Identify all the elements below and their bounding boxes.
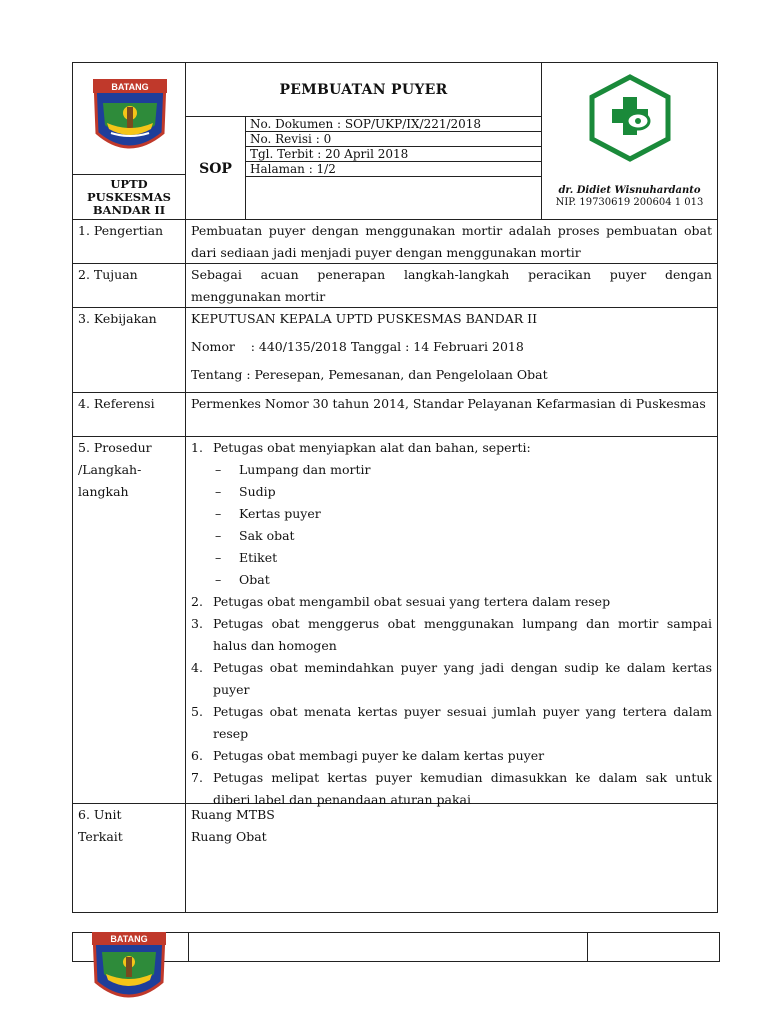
signature-cell xyxy=(541,175,717,220)
policy-line: Tentang : Peresepan, Pemesanan, dan Pengelolaan Obat xyxy=(191,367,548,382)
batang-crest-icon xyxy=(88,930,170,1008)
document-meta xyxy=(246,117,541,177)
divider xyxy=(188,933,189,961)
logo-text: BATANG xyxy=(111,82,149,92)
batang-crest-icon xyxy=(73,63,186,175)
organization-name xyxy=(73,175,186,220)
step-3: 3. Petugas obat menggerus obat menggunakan lumpang dan mortir sampai halus dan homogen xyxy=(191,616,712,653)
header-table xyxy=(72,62,718,220)
section-pengertian xyxy=(73,220,717,264)
list-item: – Sudip xyxy=(215,484,276,499)
org-line-2: PUSKESMAS xyxy=(86,190,171,204)
section-label: 1. Pengertian xyxy=(73,220,186,263)
list-item: – Sak obat xyxy=(215,528,295,543)
section-label xyxy=(73,804,186,912)
signer-nip: NIP. 19730619 200604 1 013 xyxy=(555,197,704,208)
meta-page: Halaman : 1/2 xyxy=(246,162,541,177)
section-label: 3. Kebijakan xyxy=(73,308,186,392)
section-content xyxy=(186,308,717,392)
step-2: 2. Petugas obat mengambil obat sesuai yang tertera dalam resep xyxy=(191,594,611,609)
logo-text: BATANG xyxy=(110,934,148,944)
step-5: 5. Petugas obat menata kertas puyer sesuai jumlah puyer yang tertera dalam resep xyxy=(191,704,712,741)
step-6: 6. Petugas obat membagi puyer ke dalam kertas puyer xyxy=(191,748,545,763)
label-line: 5. Prosedur xyxy=(78,440,152,455)
meta-issue-date: Tgl. Terbit : 20 April 2018 xyxy=(246,147,541,162)
step-1: 1. Petugas obat menyiapkan alat dan bahan, seperti: xyxy=(191,440,531,455)
org-line-1: UPTD xyxy=(110,177,148,191)
label-line: langkah xyxy=(78,484,129,499)
unit-line: Ruang MTBS xyxy=(191,807,275,822)
unit-line: Ruang Obat xyxy=(191,829,267,844)
section-text: Pembuatan puyer dengan menggunakan mortir adalah proses pembuatan obat dari sediaan jadi menjadi puyer dengan menggunakan mortir xyxy=(191,223,712,260)
step-4: 4. Petugas obat memindahkan puyer yang jadi dengan sudip ke dalam kertas puyer xyxy=(191,660,712,697)
section-referensi xyxy=(73,393,717,437)
section-content xyxy=(186,804,717,912)
section-label xyxy=(73,437,186,803)
signer-name: dr. Didiet Wisnuhardanto xyxy=(558,185,701,196)
step-text: Petugas obat menyiapkan alat dan bahan, seperti: xyxy=(213,440,531,455)
emblem-cell xyxy=(541,63,717,175)
label-line: Terkait xyxy=(78,829,123,844)
label-line: 6. Unit xyxy=(78,807,122,822)
list-item: – Lumpang dan mortir xyxy=(215,462,371,477)
policy-line: Nomor : 440/135/2018 Tanggal : 14 Februari 2018 xyxy=(191,339,524,354)
section-text: Permenkes Nomor 30 tahun 2014, Standar Pelayanan Kefarmasian di Puskesmas xyxy=(191,396,706,411)
section-tujuan xyxy=(73,264,717,308)
meta-document-number: No. Dokumen : SOP/UKP/IX/221/2018 xyxy=(246,117,541,132)
section-unit-terkait xyxy=(73,804,717,912)
divider xyxy=(587,933,588,961)
org-line-3: BANDAR II xyxy=(92,203,166,217)
section-prosedur xyxy=(73,437,717,807)
section-label: 4. Referensi xyxy=(73,393,186,436)
policy-line: KEPUTUSAN KEPALA UPTD PUSKESMAS BANDAR II xyxy=(191,311,538,326)
list-item: – Obat xyxy=(215,572,270,587)
document-title: PEMBUATAN PUYER xyxy=(186,63,541,117)
procedure-steps xyxy=(186,437,717,807)
list-item: – Etiket xyxy=(215,550,278,565)
section-text: Sebagai acuan penerapan langkah-langkah peracikan puyer dengan menggunakan mortir xyxy=(191,267,712,304)
sop-body-table xyxy=(72,220,718,913)
label-line: /Langkah- xyxy=(78,462,142,477)
section-kebijakan xyxy=(73,308,717,393)
materials-list xyxy=(191,459,712,591)
meta-revision: No. Revisi : 0 xyxy=(246,132,541,147)
section-label: 2. Tujuan xyxy=(73,264,186,307)
sop-label: SOP xyxy=(186,117,246,220)
list-item: – Kertas puyer xyxy=(215,506,321,521)
puskesmas-emblem-icon xyxy=(542,63,718,175)
logo-cell xyxy=(73,63,186,175)
step-7: 7. Petugas melipat kertas puyer kemudian dimasukkan ke dalam sak untuk diberi label dan penandaan aturan pakai xyxy=(191,770,712,807)
